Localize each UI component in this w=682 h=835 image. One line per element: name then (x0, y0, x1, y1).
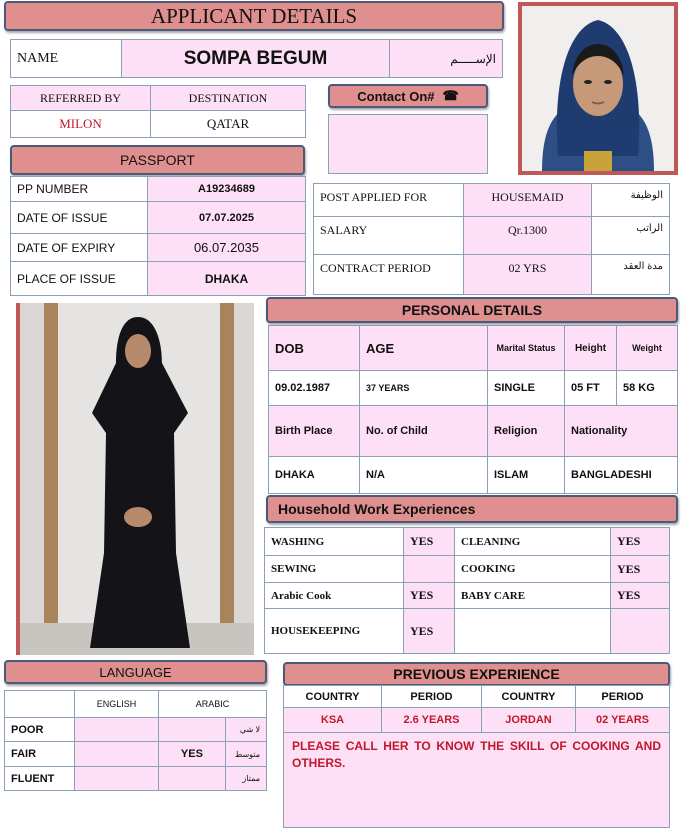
arabic-col-header: ARABIC (158, 691, 266, 718)
full-photo-image (20, 303, 254, 655)
weight-label: Weight (617, 326, 678, 371)
passport-table (10, 176, 306, 296)
height-label: Height (565, 326, 617, 371)
household-empty-label (455, 609, 611, 654)
pp-number-value: A19234689 (148, 177, 306, 202)
arabic-fluent (158, 767, 225, 791)
english-col-header: ENGLISH (75, 691, 159, 718)
referred-by-label: REFERRED BY (11, 86, 151, 111)
page-title: APPLICANT DETAILS (4, 1, 504, 31)
previous-experience-table (283, 685, 670, 828)
prev-period-1-header: PERIOD (382, 686, 482, 708)
sewing-label: SEWING (265, 556, 404, 583)
cooking-label: COOKING (455, 556, 611, 583)
previous-experience-note: PLEASE CALL HER TO KNOW THE SKILL OF COOKING AND OTHERS. (284, 733, 670, 828)
applicant-name: SOMPA BEGUM (122, 40, 390, 78)
post-applied-label: POST APPLIED FOR (314, 184, 464, 217)
cooking-value: YES (611, 556, 670, 583)
baby-care-label: BABY CARE (455, 583, 611, 609)
contract-period-label: CONTRACT PERIOD (314, 255, 464, 295)
sewing-value (404, 556, 455, 583)
fluent-arabic-label: ممتاز (225, 767, 266, 791)
dob-value: 09.02.1987 (269, 371, 360, 406)
language-corner (5, 691, 75, 718)
housekeeping-value: YES (404, 609, 455, 654)
no-of-child-label: No. of Child (360, 406, 488, 457)
job-table (313, 183, 670, 295)
arabic-fair: YES (158, 742, 225, 767)
date-of-issue-label: DATE OF ISSUE (11, 202, 148, 234)
salary-arabic: الراتب (592, 217, 670, 255)
nationality-label: Nationality (565, 406, 678, 457)
age-value: 37 YEARS (360, 371, 488, 406)
contact-value (328, 114, 488, 174)
household-table (264, 527, 670, 654)
arabic-cook-label: Arabic Cook (265, 583, 404, 609)
destination-label: DESTINATION (151, 86, 306, 111)
washing-value: YES (404, 528, 455, 556)
birth-place-value: DHAKA (269, 457, 360, 494)
applicant-full-photo (16, 303, 254, 655)
english-fluent (75, 767, 159, 791)
prev-period-1: 2.6 YEARS (382, 708, 482, 733)
date-of-issue-value: 07.07.2025 (148, 202, 306, 234)
marital-status-value: SINGLE (488, 371, 565, 406)
applicant-portrait (518, 2, 678, 175)
height-value: 05 FT (565, 371, 617, 406)
post-applied-arabic: الوظيفة (592, 184, 670, 217)
date-of-expiry-value: 06.07.2035 (148, 234, 306, 262)
contract-period-arabic: مدة العقد (592, 255, 670, 295)
post-applied-value: HOUSEMAID (464, 184, 592, 217)
arabic-cook-value: YES (404, 583, 455, 609)
pp-number-label: PP NUMBER (11, 177, 148, 202)
age-label: AGE (360, 326, 488, 371)
contact-header (328, 84, 488, 108)
weight-value: 58 KG (617, 371, 678, 406)
portrait-image (522, 6, 674, 171)
cleaning-label: CLEANING (455, 528, 611, 556)
personal-details-header: PERSONAL DETAILS (266, 297, 678, 323)
religion-label: Religion (488, 406, 565, 457)
prev-country-2-header: COUNTRY (482, 686, 576, 708)
birth-place-label: Birth Place (269, 406, 360, 457)
prev-country-1-header: COUNTRY (284, 686, 382, 708)
previous-experience-header: PREVIOUS EXPERIENCE (283, 662, 670, 686)
name-label: NAME (11, 40, 122, 78)
salary-value: Qr.1300 (464, 217, 592, 255)
english-fair (75, 742, 159, 767)
arabic-poor (158, 718, 225, 742)
household-header: Household Work Experiences (266, 495, 678, 523)
language-header: LANGUAGE (4, 660, 267, 684)
household-empty-value (611, 609, 670, 654)
personal-details-table (268, 325, 678, 494)
baby-care-value: YES (611, 583, 670, 609)
nationality-value: BANGLADESHI (565, 457, 678, 494)
washing-label: WASHING (265, 528, 404, 556)
prev-period-2-header: PERIOD (576, 686, 670, 708)
poor-label: POOR (5, 718, 75, 742)
name-table (10, 39, 503, 78)
poor-arabic-label: لا شي (225, 718, 266, 742)
destination-value: QATAR (151, 111, 306, 138)
contract-period-value: 02 YRS (464, 255, 592, 295)
housekeeping-label: HOUSEKEEPING (265, 609, 404, 654)
prev-country-2: JORDAN (482, 708, 576, 733)
referred-by-value: MILON (11, 111, 151, 138)
fluent-label: FLUENT (5, 767, 75, 791)
cleaning-value: YES (611, 528, 670, 556)
salary-label: SALARY (314, 217, 464, 255)
passport-header: PASSPORT (10, 145, 305, 175)
place-of-issue-value: DHAKA (148, 262, 306, 296)
date-of-expiry-label: DATE OF EXPIRY (11, 234, 148, 262)
prev-period-2: 02 YEARS (576, 708, 670, 733)
name-arabic-label: الإســـــم (390, 40, 503, 78)
religion-value: ISLAM (488, 457, 565, 494)
fair-label: FAIR (5, 742, 75, 767)
dob-label: DOB (269, 326, 360, 371)
prev-country-1: KSA (284, 708, 382, 733)
english-poor (75, 718, 159, 742)
contact-label: Contact On# (357, 88, 435, 104)
language-table (4, 690, 267, 791)
phone-icon: ☎ (442, 88, 459, 103)
referral-table (10, 85, 306, 138)
marital-status-label: Marital Status (488, 326, 565, 371)
fair-arabic-label: متوسط (225, 742, 266, 767)
no-of-child-value: N/A (360, 457, 488, 494)
place-of-issue-label: PLACE OF ISSUE (11, 262, 148, 296)
